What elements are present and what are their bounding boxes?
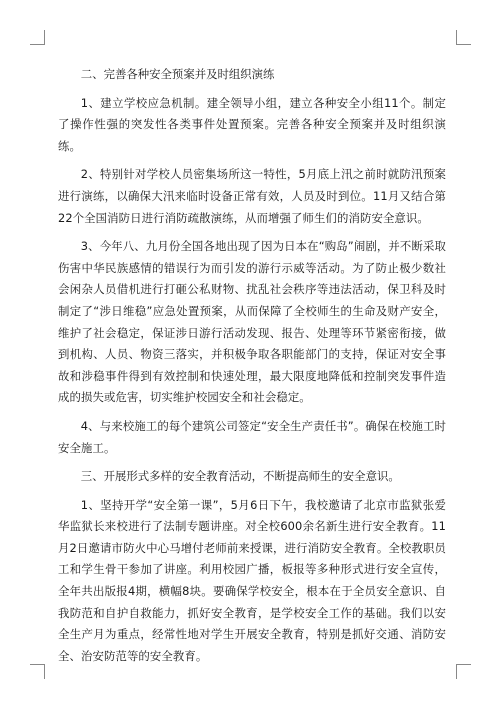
paragraph-2-1: 1、建立学校应急机制。建全领导小组，建立各种安全小组11个。制定了操作性强的突发性各类事件处置预案。完善各种安全预案并及时组织演练。	[58, 95, 446, 153]
paragraph-2-3: 3、今年八、九月份全国各地出现了因为日本在“购岛”闹剧，并不断采取伤害中华民族感情的错误行为而引发的游行示威等活动。为了防止极少数社会闲杂人员借机进行打砸公私财物、扰乱社会秩序等违法活动，保卫科及时制定了“涉日维稳”应急处置预案，从而保障了全校师生的生命及财产安全，维护了社会稳定，保证涉日游行活动发现、报告、处理等环节紧密衔接，做到机构、人员、物资三落实，并积极争取各职能部门的支持，保证对安全事故和涉稳事件得到有效控制和快速处理，最大限度地降低和控制突发事件造成的损失或危害，切实维护校园安全和社会稳定。	[58, 239, 446, 405]
crop-mark-bottom-right	[456, 664, 471, 679]
section-heading-3: 三、开展形式多样的安全教育活动，不断提高师生的安全意识。	[80, 469, 400, 484]
paragraph-2-2: 2、特别针对学校人员密集场所这一特性，5月底上汛之前时就防汛预案进行演练，以确保大汛来临时设备正常有效，人员及时到位。11月又结合第22个全国消防日进行消防疏散演练，从而增强了师生们的消防安全意识。	[58, 167, 446, 225]
crop-mark-top-right	[456, 30, 471, 45]
paragraph-2-4: 4、与来校施工的每个建筑公司签定“安全生产责任书”。确保在校施工时安全施工。	[58, 418, 446, 455]
section-heading-2: 二、完善各种安全预案并及时组织演练	[80, 67, 275, 81]
paragraph-3-1: 1、坚持开学“安全第一课”，5月6日下午，我校邀请了北京市监狱张爱华监狱长来校进行了法制专题讲座。对全校600余名新生进行安全教育。11月2日邀请市防火中心马增付老师前来授课，进行消防安全教育。全校教职员工和学生骨干参加了讲座。利用校园广播，板报等多种形式进行安全宣传，全年共出版报4期，横幅8块。要确保学校安全，根本在于全员安全意识、自我防范和自护自救能力，抓好安全教育，是学校安全工作的基础。我们以安全生产月为重点，经常性地对学生开展安全教育，特别是抓好交通、消防安全、治安防范等的安全教育。	[58, 497, 446, 663]
crop-mark-bottom-left	[30, 664, 45, 679]
crop-mark-top-left	[30, 30, 45, 45]
document-body	[58, 64, 446, 674]
